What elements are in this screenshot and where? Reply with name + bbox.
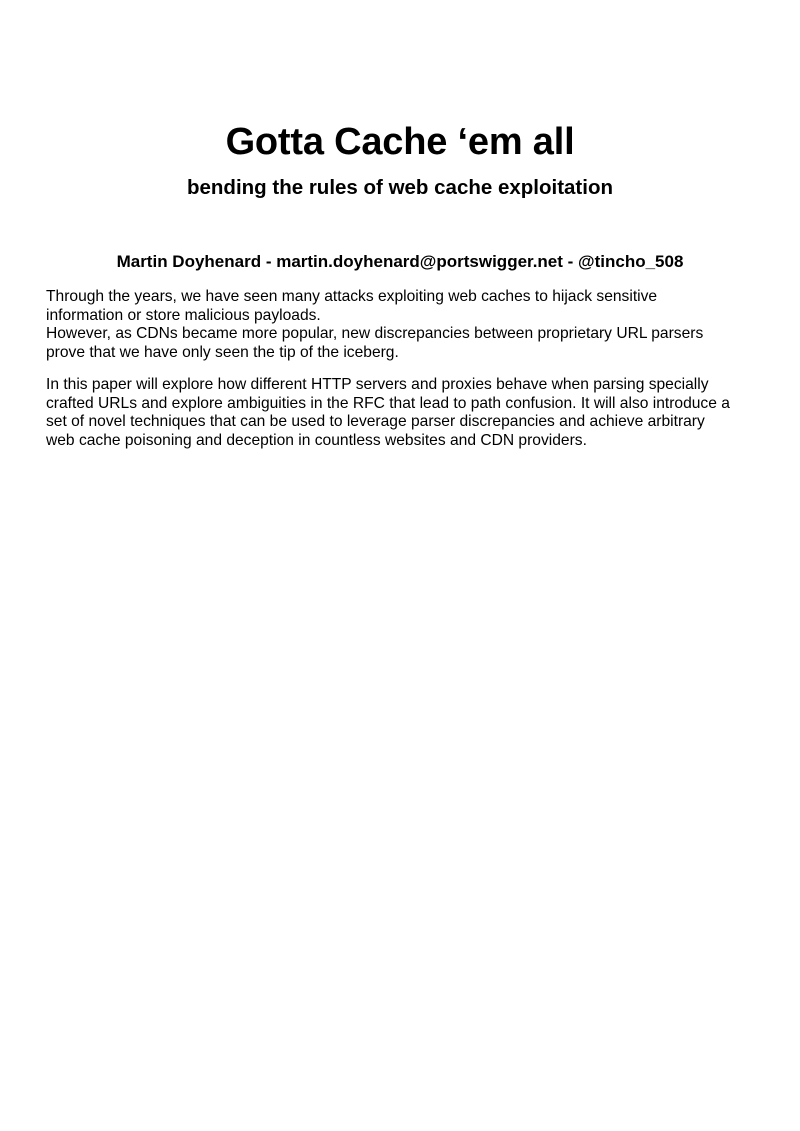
text-line: crafted URLs and explore ambiguities in the RFC that lead to path confusion. It will also introduce a bbox=[46, 394, 730, 412]
text-line: set of novel techniques that can be used to leverage parser discrepancies and achieve arbitrary bbox=[46, 413, 705, 430]
paper-subtitle: bending the rules of web cache exploitation bbox=[186, 176, 613, 199]
text-line: web cache poisoning and deception in countless websites and CDN providers. bbox=[46, 431, 587, 449]
text-line: In this paper will explore how different HTTP servers and proxies behave when parsing specially bbox=[46, 376, 709, 393]
text-line: Through the years, we have seen many attacks exploiting web caches to hijack sensitive bbox=[46, 288, 658, 305]
paper-title: Gotta Cache ‘em all bbox=[225, 121, 575, 163]
author-line: Martin Doyhenard - martin.doyhenard@portswigger.net - @tincho_508 bbox=[116, 252, 684, 271]
text-line: However, as CDNs became more popular, new discrepancies between proprietary URL parsers bbox=[46, 325, 704, 342]
abstract-paragraph-1 bbox=[46, 288, 762, 362]
text-line: prove that we have only seen the tip of the iceberg. bbox=[46, 343, 399, 361]
abstract-paragraph-2 bbox=[46, 376, 762, 450]
text-line: information or store malicious payloads. bbox=[46, 306, 321, 324]
